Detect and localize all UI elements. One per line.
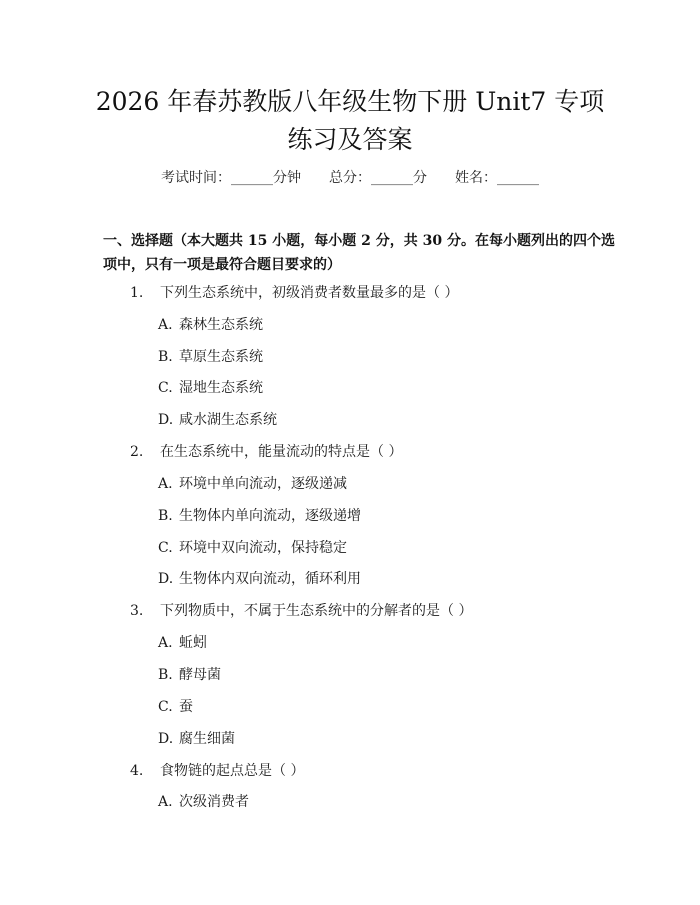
option-letter: B. <box>158 508 173 524</box>
question-number: 3. <box>130 603 144 619</box>
option-1c <box>158 377 263 397</box>
question-number: 2. <box>130 444 144 460</box>
option-letter: D. <box>158 571 174 587</box>
option-text: 次级消费者 <box>179 794 249 810</box>
option-3d <box>158 728 235 748</box>
option-2c <box>158 537 347 557</box>
question-text: 在生态系统中，能量流动的特点是（ ） <box>160 444 403 460</box>
option-letter: D. <box>158 731 174 747</box>
option-2b <box>158 505 361 525</box>
section-heading-line-2: 项中，只有一项是最符合题目要求的） <box>103 257 341 273</box>
name-field: 姓名：______ <box>455 170 539 186</box>
option-text: 咸水湖生态系统 <box>179 412 277 428</box>
document-title-line-1: 2026 年春苏教版八年级生物下册 Unit7 专项 <box>95 87 605 116</box>
option-letter: C. <box>158 380 173 396</box>
option-text: 生物体内单向流动，逐级递增 <box>179 508 361 524</box>
option-text: 酵母菌 <box>179 667 221 683</box>
option-letter: A. <box>158 794 173 810</box>
option-3a <box>158 632 207 652</box>
question-text: 下列生态系统中，初级消费者数量最多的是（ ） <box>160 285 459 301</box>
option-letter: D. <box>158 412 174 428</box>
exam-meta-row <box>0 167 700 187</box>
option-text: 环境中单向流动，逐级递减 <box>179 476 347 492</box>
option-2d <box>158 568 361 588</box>
option-letter: B. <box>158 667 173 683</box>
option-letter: A. <box>158 635 173 651</box>
option-3b <box>158 664 221 684</box>
option-letter: C. <box>158 699 173 715</box>
question-2 <box>130 441 402 461</box>
option-text: 环境中双向流动，保持稳定 <box>179 540 347 556</box>
option-3c <box>158 696 193 716</box>
question-text: 下列物质中，不属于生态系统中的分解者的是（ ） <box>160 603 473 619</box>
option-text: 森林生态系统 <box>179 317 263 333</box>
option-2a <box>158 473 347 493</box>
option-1d <box>158 409 277 429</box>
question-3 <box>130 600 472 620</box>
option-text: 生物体内双向流动，循环利用 <box>179 571 361 587</box>
option-letter: B. <box>158 349 173 365</box>
exam-time-field: 考试时间：______分钟 <box>161 170 301 186</box>
option-1a <box>158 314 263 334</box>
option-text: 蚕 <box>179 699 193 715</box>
option-letter: A. <box>158 317 173 333</box>
option-4a <box>158 791 249 811</box>
question-text: 食物链的起点总是（ ） <box>160 763 305 779</box>
question-number: 4. <box>130 763 144 779</box>
option-1b <box>158 346 263 366</box>
option-text: 草原生态系统 <box>179 349 263 365</box>
document-title-line-2: 练习及答案 <box>287 125 413 154</box>
question-number: 1. <box>130 285 144 301</box>
question-1 <box>130 282 458 302</box>
section-heading-line-1: 一、选择题（本大题共 15 小题，每小题 2 分，共 30 分。在每小题列出的四个选 <box>103 233 615 249</box>
option-letter: A. <box>158 476 173 492</box>
option-letter: C. <box>158 540 173 556</box>
option-text: 蚯蚓 <box>179 635 207 651</box>
option-text: 腐生细菌 <box>179 731 235 747</box>
question-4 <box>130 760 304 780</box>
total-score-field: 总分：______分 <box>329 170 427 186</box>
option-text: 湿地生态系统 <box>179 380 263 396</box>
